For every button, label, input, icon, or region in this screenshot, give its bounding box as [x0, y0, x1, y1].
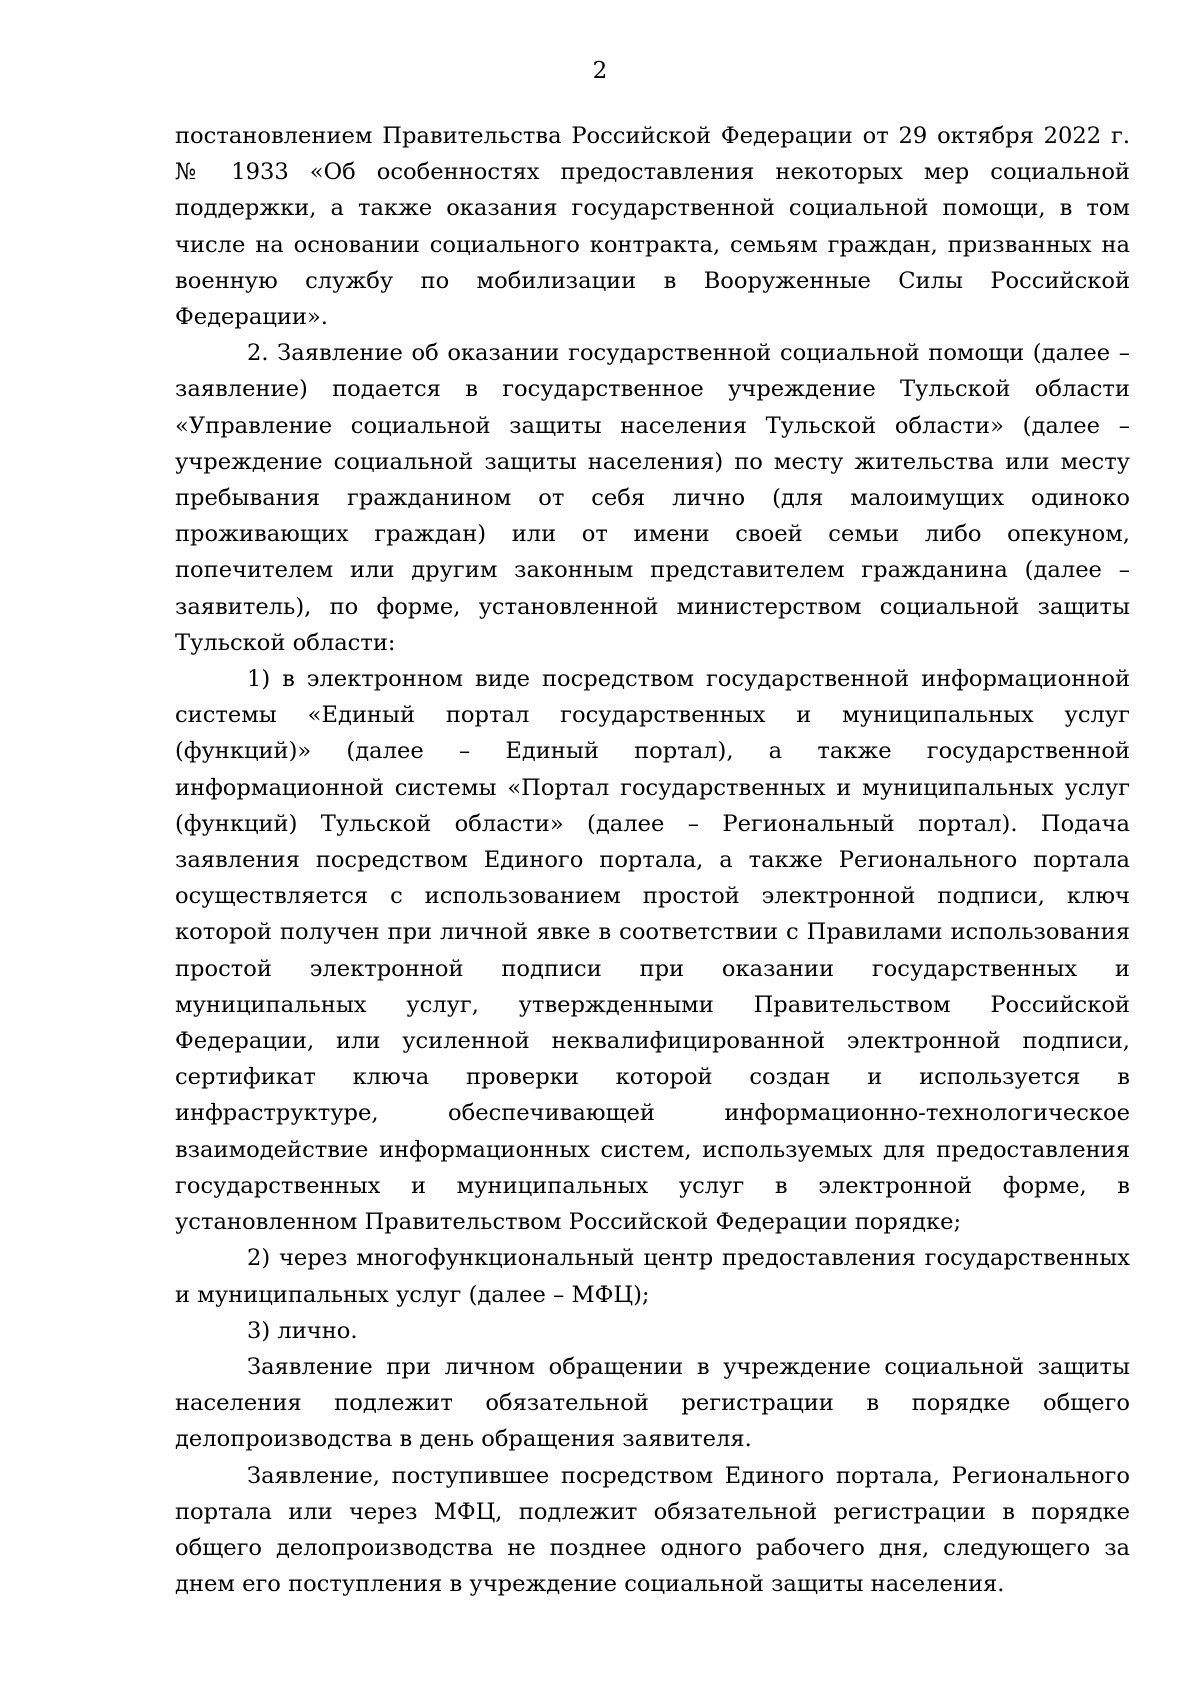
paragraph-registration-personal: Заявление при личном обращении в учреждение социальной защиты населения подлежит обязательной регистрации в порядке общего делопроизводства в день обращения заявителя.: [175, 1353, 1130, 1453]
paragraph-registration-portal: Заявление, поступившее посредством Единого портала, Регионального портала или через МФЦ, подлежит обязательной регистрации в порядке общего делопроизводства не позднее одного рабочего дня, следующего за днем его поступления в учреждение социальной защиты населения.: [175, 1462, 1130, 1598]
paragraph-subitem-2-mfc: 2) через многофункциональный центр предоставления государственных и муниципальных услуг (далее – МФЦ);: [175, 1245, 1130, 1308]
document-body: [175, 118, 1130, 1602]
page-number: 2: [592, 58, 608, 84]
paragraph-subitem-3-in-person: 3) лично.: [247, 1317, 358, 1344]
paragraph-item-2-application: 2. Заявление об оказании государственной социальной помощи (далее – заявление) подается в государственное учреждение Тульской области «Управление социальной защиты населения Тульской области» (далее – учреждение социальной защиты населения) по месту жительства или месту пребывания гражданином от себя лично (для малоимущих одиноко проживающих граждан) или от имени своей семьи либо опекуном, попечителем или другим законным представителем гражданина (далее – заявитель), по форме, установленной министерством социальной защиты Тульской области:: [175, 340, 1130, 656]
paragraph-subitem-1-electronic: 1) в электронном виде посредством государственной информационной системы «Единый портал государственных и муниципальных услуг (функций)» (далее – Единый портал), а также государственной информационной системы «Портал государственных и муниципальных услуг (функций) Тульской области» (далее – Региональный портал). Подача заявления посредством Единого портала, а также Регионального портала осуществляется с использованием простой электронной подписи, ключ которой получен при личной явке в соответствии с Правилами использования простой электронной подписи при оказании государственных и муниципальных услуг, утвержденными Правительством Российской Федерации, или усиленной неквалифицированной электронной подписи, сертификат ключа проверки которой создан и используется в инфраструктуре, обеспечивающей информационно-технологическое взаимодействие информационных систем, используемых для предоставления государственных и муниципальных услуг в электронной форме, в установленном Правительством Российской Федерации порядке;: [175, 666, 1130, 1236]
paragraph-continuation: постановлением Правительства Российской Федерации от 29 октября 2022 г. № 1933 «Об особенностях предоставления некоторых мер социальной поддержки, а также оказания государственной социальной помощи, в том числе на основании социального контракта, семьям граждан, призванных на военную службу по мобилизации в Вооруженные Силы Российской Федерации».: [175, 123, 1130, 331]
